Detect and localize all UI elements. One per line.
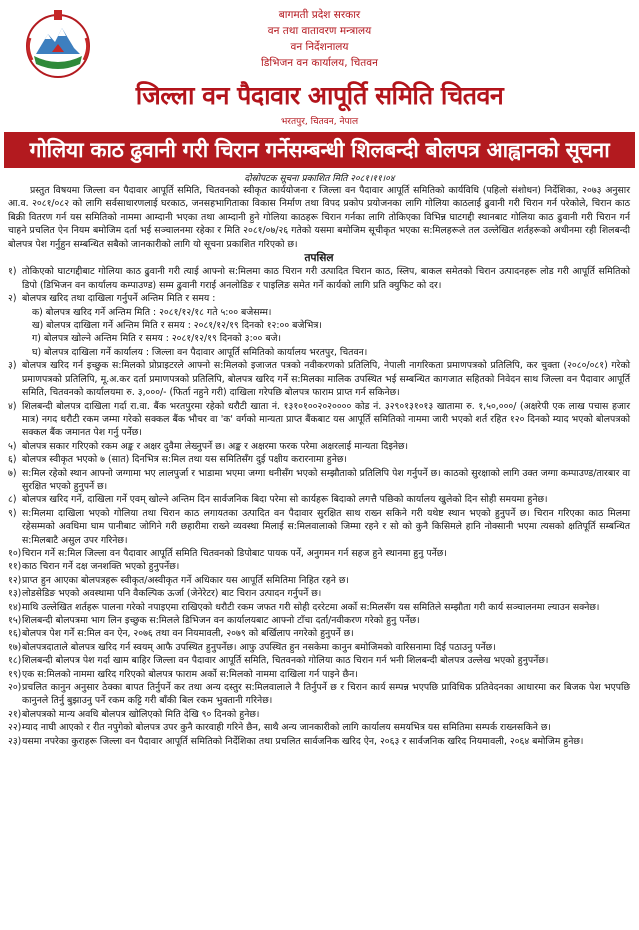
condition-item xyxy=(8,587,630,600)
condition-text: म्याद नाघी आएको र रीत नपुगेको बोलपत्र उपर कुनै कारवाही गरिने छैन, साथै अन्य जानकारीको लागि कार्यालय समयभित्र यस समितिमा सम्पर्क राख्नसकिने छ। xyxy=(22,722,551,734)
condition-item xyxy=(8,453,630,466)
publication-date: दोस्रोपटक सूचना प्रकाशित मिति २०८१।११।०४ xyxy=(244,174,395,184)
condition-item xyxy=(8,507,630,547)
condition-number: ६) xyxy=(8,454,17,466)
notice-header xyxy=(0,0,639,130)
condition-item xyxy=(8,440,630,453)
condition-number: १८) xyxy=(8,655,22,667)
deadline-sub-item: घ) बोलपत्र दाखिला गर्ने कार्यालय : जिल्ला वन पैदावार आपूर्ति समितिको कार्यालय भरतपुर, चितवन। xyxy=(32,346,368,358)
condition-number: ४) xyxy=(8,400,17,412)
condition-number: १०) xyxy=(8,547,22,559)
deadline-sub-item: क) बोलपत्र खरिद गर्ने अन्तिम मिति : २०८१/१२/१८ गते ५:०० बजेसम्म। xyxy=(32,306,272,318)
condition-item xyxy=(8,359,630,399)
condition-text: बोलपत्र सकार गरिएको रकम अङ्क र अक्षर दुवैमा लेख्नुपर्ने छ। अङ्क र अक्षरमा फरक परेमा अक्षरलाई मान्यता दिइनेछ। xyxy=(22,440,409,452)
condition-number: १६) xyxy=(8,628,22,640)
condition-item xyxy=(8,721,630,734)
conditions-list xyxy=(8,265,630,748)
condition-item xyxy=(8,654,630,667)
condition-text: बोलपत्रको मान्य अवधि बोलपत्र खोलिएको मिति देखि ९० दिनको हुनेछ। xyxy=(22,708,260,720)
condition-item xyxy=(8,735,630,748)
notice-banner: गोलिया काठ ढुवानी गरी चिरान गर्नेसम्बन्धी शिलबन्दी बोलपत्र आह्वानको सूचना xyxy=(4,132,635,168)
committee-title: जिल्ला वन पैदावार आपूर्ति समिति चितवन xyxy=(135,81,504,110)
condition-text: बोलपत्र खरिद तथा दाखिला गर्नुपर्ने अन्तिम मिति र समय : xyxy=(22,293,216,305)
condition-number: १३) xyxy=(8,588,22,600)
condition-number: १९) xyxy=(8,668,22,680)
condition-number: ११) xyxy=(8,561,22,573)
condition-number: २१) xyxy=(8,708,22,720)
condition-number: ८) xyxy=(8,494,17,506)
condition-item xyxy=(8,560,630,573)
condition-number: २) xyxy=(8,293,17,305)
condition-number: ७) xyxy=(8,467,17,479)
condition-item xyxy=(8,668,630,681)
condition-number: १२) xyxy=(8,574,22,586)
condition-item xyxy=(8,601,630,614)
office-address: भरतपुर, चितवन, नेपाल xyxy=(280,117,359,127)
deadline-sub-item: ख) बोलपत्र दाखिला गर्ने अन्तिम मिति र समय : २०८१/१२/१९ दिनको १२:०० बजेभित्र। xyxy=(32,320,322,332)
condition-number: ९) xyxy=(8,507,17,519)
condition-text: स:मिल रहेको स्थान आफ्नो जग्गामा भए लालपुर्जा र भाडामा भएमा जग्गा धनीसँग भएको सम्झौताको प्रतिलिपि पेश गर्नुपर्ने छ। काठको सुरक्षाको लागि उक्त जग्गा कम्पाउण्ड/तारबार वा सुरक्षित भएको हुनुपर्ने छ। xyxy=(22,467,630,492)
condition-number: ५) xyxy=(8,440,17,452)
condition-text: बोलपत्र खरिद गर्न इच्छुक स:मिलको प्रोप्राइटरले आफ्नो स:मिलको इजाजत पत्रको नवीकरणको प्रतिलिपि, नेपाली नागरिकता प्रमाणपत्रको प्रतिलिपि, कर चुक्ता (२०८०/०८१) गरेको प्रमाणपत्रको प्रतिलिपि, मू.अ.कर दर्ता प्रमाणपत्रको प्रतिलिपि, बोलपत्र खरिद गर्ने स:मिलका मालिक उपस्थित भई सम्बन्धित कागजात सहितको निवेदन साथ जिल्ला वन पैदावार आपूर्ति समिति, चितवनको कार्यालयमा रु. ३,०००/- (फिर्ता नहुने गरी) दाखिला गरेपछि बोलपत्र फाराम प्राप्त गर्न सकिनेछ। xyxy=(22,360,630,399)
condition-number: १५) xyxy=(8,615,22,626)
condition-item xyxy=(8,627,630,640)
condition-text: बोलपत्र स्वीकृत भएको ७ (सात) दिनभित्र स:मिल तथा यस समितिसँग दुई पक्षीय करारनामा हुनेछ। xyxy=(22,454,347,466)
condition-item xyxy=(8,400,630,440)
condition-text: शिलबन्दी बोलपत्र पेश गर्दा खाम बाहिर जिल्ला वन पैदावार आपूर्ति समिति, चितवनको गोलिया काठ चिरान गर्न भनी शिलबन्दी बोलपत्र उल्लेख भएको हुनुपर्नेछ। xyxy=(22,655,549,667)
condition-number: १४) xyxy=(8,601,22,613)
notice-body xyxy=(8,184,630,748)
office-name: डिभिजन वन कार्यालय, चितवन xyxy=(261,57,378,69)
condition-number: २३) xyxy=(8,735,22,747)
condition-item xyxy=(8,547,630,560)
condition-text: काठ चिरान गर्ने दक्ष जनशक्ति भएको हुनुपर्नेछ। xyxy=(22,561,180,573)
condition-text: प्राप्त हुन आएका बोलपत्रहरू स्वीकृत/अस्वीकृत गर्ने अधिकार यस आपूर्ति समितिमा निहित रहने छ। xyxy=(22,574,349,586)
condition-text: शिलबन्दी बोलपत्रमा भाग लिन इच्छुक स:मिलले डिभिजन वन कार्यालयबाट आफ्नो टाँचा दर्ता/नवीकरण गरेको हुनु पर्नेछ। xyxy=(22,615,420,626)
condition-number: १७) xyxy=(8,641,22,653)
condition-text: लोडसेडिङ भएको अवस्थामा पनि वैकल्पिक ऊर्जा (जेनेरेटर) बाट चिरान उत्पादन गर्नुपर्ने छ। xyxy=(22,588,322,600)
condition-item xyxy=(8,574,630,587)
condition-item xyxy=(8,493,630,506)
condition-number: ३) xyxy=(8,360,17,372)
condition-item xyxy=(8,614,630,627)
condition-item xyxy=(8,292,630,305)
condition-text: बोलपत्र खरिद गर्ने, दाखिला गर्ने एवम् खोल्ने अन्तिम दिन सार्वजनिक बिदा परेमा सो कार्यहरू बिदाको लगत्तै पछिको कार्यालय खुलेको दिन सोही समयमा हुनेछ। xyxy=(22,494,548,506)
condition-item xyxy=(8,681,630,708)
condition-text: बोलपत्रदाताले बोलपत्र खरिद गर्न स्वयम् आफै उपस्थित हुनुपर्नेछ। आफु उपस्थित हुन नसकेमा कानुन बमोजिमको वारिसनामा दिई पठाउनु पर्नेछ। xyxy=(22,641,496,653)
condition-text: स:मिलमा दाखिला भएको गोलिया तथा चिरान काठ लगायतका उत्पादित वन पैदावार सुरक्षित साथ राख्न सकिने गरी यथेष्ट स्थान भएको हुनुपर्ने छ। चिरान गरिएका काठ मिलमा रहेसम्मको अवधिमा घाम पानीबाट जोगिने गरी छहारीमा राख्ने व्यवस्था मिलाई स:मिलवालाको जिम्मा रहने र सो को कुनै किसिमले हानि नोक्सानी भएमा त्यसको क्षतिपूर्ति सम्बन्धित स:मिलबाटै असुल उपर गरिनेछ। xyxy=(22,507,630,546)
condition-number: २२) xyxy=(8,722,22,734)
condition-text: माथि उल्लेखित शर्तहरू पालना गरेको नपाइएमा राखिएको धरौटी रकम जफत गरी सोही दररेटमा अर्को स:मिलसँग यस समितिले सम्झौता गरी कार्य सञ्चालनमा ल्याउन सक्नेछ। xyxy=(22,601,600,613)
condition-text: प्रचलित कानुन अनुसार ठेक्का बापत तिर्नुपर्ने कर तथा अन्य दस्तुर स:मिलवालाले नै तिर्नुपर्ने छ र चिरान कार्य सम्पन्न भएपछि प्राविधिक प्रतिवेदनका आधारमा कर बिजक पेश भएपछि कानुनले तिर्नु बुझाउनु पर्ने रकम कट्टि गरी बाँकी बिल रकम भुक्तानी गरिनेछ। xyxy=(22,682,630,707)
conditions-heading: तपसिल xyxy=(304,252,334,265)
condition-item xyxy=(8,708,630,721)
ministry-name: वन तथा वातावरण मन्त्रालय xyxy=(267,25,372,37)
condition-text: बोलपत्र पेश गर्ने स:मिल वन ऐन, २०७६ तथा वन नियमावली, २०७९ को बर्खिलाप नगरेको हुनुपर्ने छ। xyxy=(22,628,354,640)
condition-number: १) xyxy=(8,266,17,278)
condition-number: २०) xyxy=(8,682,22,694)
condition-text: तोकिएको घाटगद्दीबाट गोलिया काठ ढुवानी गरी त्याई आफ्नो स:मिलमा काठ चिरान गरी उत्पादित चिरान काठ, स्लिप, बाकल समेतको चिरान उत्पादनहरू लोड गरी आपूर्ति समितिको डिपो (डिभिजन वन कार्यालय कम्पाउण्ड) सम्म ढुवानी गराई अनलोडिङ र पाइलिङ समेत गर्ने कार्यको लागि प्रति क्युफिट को दर। xyxy=(22,266,630,291)
directorate-name: वन निर्देशनालय xyxy=(290,41,349,53)
province-name: बागमती प्रदेश सरकार xyxy=(278,9,361,21)
condition-text: यसमा नपरेका कुराहरू जिल्ला वन पैदावार आपूर्ति समितिको निर्देशिका तथा प्रचलित सार्वजनिक खरिद ऐन, २०६३ र सार्वजनिक खरिद नियमावली, २०६४ बमोजिम हुनेछ। xyxy=(22,735,584,747)
condition-text: एक स:मिलको नाममा खरिद गरिएको बोलपत्र फाराम अर्को स:मिलको नाममा दाखिला गर्न पाइने छैन। xyxy=(22,668,358,680)
condition-text: चिरान गर्ने स:मिल जिल्ला वन पैदावार आपूर्ति समिति चितवनको डिपोबाट पायक पर्ने, अनुगमन गर्न सहज हुने स्थानमा हुनु पर्नेछ। xyxy=(22,547,447,559)
intro-paragraph: प्रस्तुत विषयमा जिल्ला वन पैदावार आपूर्ति समिति, चितवनको स्वीकृत कार्ययोजना र जिल्ला वन पैदावार आपूर्ति समितिको कार्यविधि (पहिलो संशोधन) निर्देशिका, २०७३ अनुसार आ.व. २०८१/०८२ को लागि सर्वसाधारणलाई घरकाठ, जनसहभागिताका विकास निर्माण तथा विपद प्रकोप प्रयोजनका लागि गोलिया काठलाई ढुवानी गरी चिरान गर्न परेकोले, चिरान काठ बिक्री वितरण गर्न यस समितिको नाममा आम्दानी भएका तथा आम्दानी हुने गोलिया काठहरू चिरान गर्नका लागि तोकिएका विभिन्न घाटगद्दी स्थानबाट गोलिया काठ ढुवानी गरी चिरान गर्न चाहने प्रचलित ऐन नियम बमोजिम दर्ता भई सञ्चालनमा रहेका र मिति २०८१/०७/२६ गतेको यसमा बमोजिम सूचीकृत भएका स:मिलहरूले तल उल्लेखित शर्तहरूको अधीनमा रही शिलबन्दी बोलपत्र पेश गर्नुहुन सम्बन्धित सबैको जानकारीको लागि यो सूचना प्रकाशित गरिएको छ। xyxy=(8,185,630,250)
condition-item xyxy=(8,641,630,654)
condition-text: शिलबन्दी बोलपत्र दाखिला गर्दा रा.वा. बैंक भरतपुरमा रहेको धरौटी खाता नं. १३१०१००२०२०००० कोड नं. ३२९०१३१०१३ खातामा रु. १,५०,०००/ (अक्षरेपी एक लाख पचास हजार मात्र) नगद धरौटी रकम जम्मा गरेको सक्कल बैंक भौचर वा 'क' वर्गको मान्यता प्राप्त बैंकबाट यस आपूर्ति समितिको नाममा जारी भएको शर्त रहित १२० दिनको म्याद भएको बोलपत्रको सक्कल बैंक जमानत पेश गर्नु पर्नेछ। xyxy=(22,400,630,439)
condition-item xyxy=(8,467,630,494)
condition-item xyxy=(8,265,630,292)
deadline-sub-item: ग) बोलपत्र खोल्ने अन्तिम मिति र समय : २०८१/१२/१९ दिनको ३:०० बजे। xyxy=(32,333,282,345)
